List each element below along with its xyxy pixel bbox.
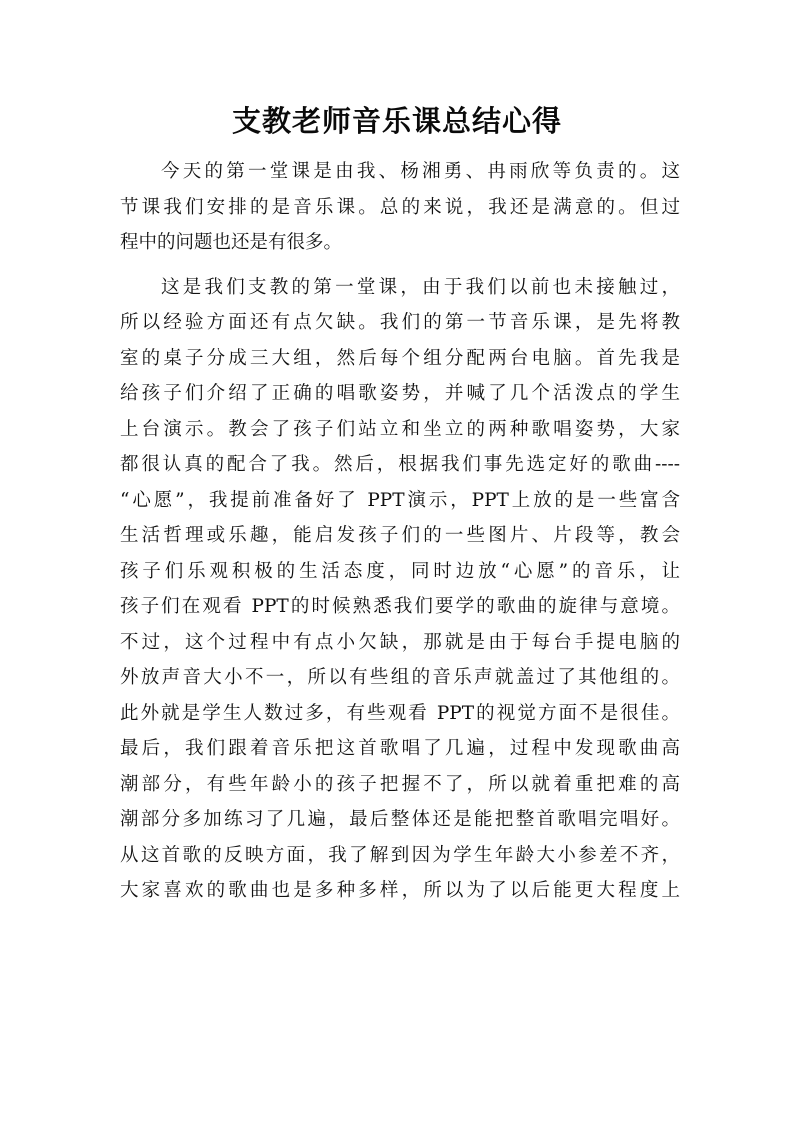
paragraph-line: 室的桌子分成三大组，然后每个组分配两台电脑。首先我是: [120, 347, 680, 369]
paragraph-line: 最后，我们跟着音乐把这首歌唱了几遍，过程中发现歌曲高: [120, 738, 680, 759]
paragraph-line: 此外就是学生人数过多，有些观看 PPT的视觉方面不是很佳。: [120, 702, 680, 724]
paragraph-line: 孩子们在观看 PPT的时候熟悉我们要学的歌曲的旋律与意境。: [120, 596, 680, 617]
paragraph-line: 所以经验方面还有点欠缺。我们的第一节音乐课，是先将教: [120, 312, 680, 333]
paragraph-1: [120, 154, 680, 261]
paragraph-line: 上台演示。教会了孩子们站立和坐立的两种歌唱姿势，大家: [120, 418, 680, 440]
paragraph-line: [120, 909, 680, 945]
document-body: [120, 154, 680, 944]
paragraph-line: 从这首歌的反映方面，我了解到因为学生年龄大小参差不齐，: [120, 844, 680, 866]
paragraph-line: 外放声音大小不一，所以有些组的音乐声就盖过了其他组的。: [120, 667, 680, 688]
paragraph-line: 孩子们乐观积极的生活态度，同时边放“心愿”的音乐，让: [120, 560, 680, 582]
paragraph-line: 这是我们支教的第一堂课，由于我们以前也未接触过，: [161, 276, 680, 298]
paragraph-line: 潮部分，有些年龄小的孩子把握不了，所以就着重把难的高: [120, 773, 680, 795]
paragraph-2: [120, 270, 680, 945]
paragraph-gap: [120, 261, 680, 270]
paragraph-line: 不过，这个过程中有点小欠缺，那就是由于每台手提电脑的: [120, 631, 680, 653]
paragraph-line: 给孩子们介绍了正确的唱歌姿势，并喊了几个活泼点的学生: [120, 383, 680, 404]
paragraph-line: 大家喜欢的歌曲也是多种多样，所以为了以后能更大程度上: [120, 880, 680, 901]
paragraph-line: 今天的第一堂课是由我、杨湘勇、冉雨欣等负责的。这: [161, 161, 680, 182]
paragraph-line: 潮部分多加练习了几遍，最后整体还是能把整首歌唱完唱好。: [120, 809, 680, 830]
paragraph-line: “心愿”，我提前准备好了 PPT演示，PPT上放的是一些富含: [120, 489, 680, 511]
paragraph-line: 生活哲理或乐趣，能启发孩子们的一些图片、片段等，教会: [120, 525, 680, 546]
paragraph-line: 都很认真的配合了我。然后，根据我们事先选定好的歌曲----: [120, 454, 680, 475]
paragraph-line: 节课我们安排的是音乐课。总的来说，我还是满意的。但过: [120, 196, 680, 218]
document-title: 支教老师音乐课总结心得: [231, 104, 562, 138]
paragraph-line: 程中的问题也还是有很多。: [120, 232, 343, 253]
